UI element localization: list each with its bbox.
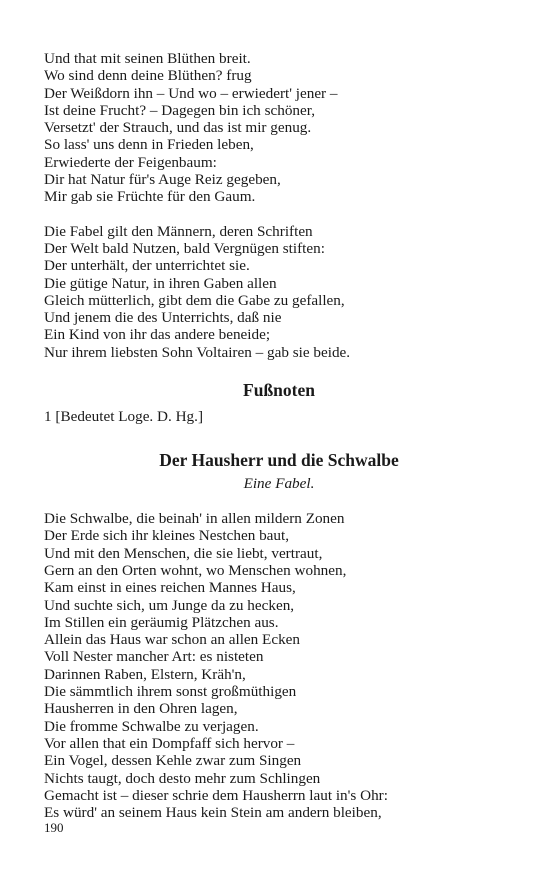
verse-line: Und that mit seinen Blüthen breit. bbox=[44, 50, 251, 67]
verse-line: Gemacht ist – dieser schrie dem Hausherrn laut in's Ohr: bbox=[44, 786, 388, 804]
page-content bbox=[44, 50, 514, 821]
verse-line: Wo sind denn deine Blüthen? frug bbox=[44, 67, 252, 85]
verse-line: Der unterhält, der unterrichtet sie. bbox=[44, 257, 250, 275]
verse-line: Der Erde sich ihr kleines Nestchen baut, bbox=[44, 527, 290, 545]
verse-line: Gleich mütterlich, gibt dem die Gabe zu gefallen, bbox=[44, 291, 345, 309]
verse-line: Die gütige Natur, in ihren Gaben allen bbox=[44, 274, 277, 292]
section-gap bbox=[44, 426, 514, 449]
verse-line: Im Stillen ein geräumig Plätzchen aus. bbox=[44, 613, 279, 631]
spacer bbox=[44, 401, 514, 408]
verse-line: Nur ihrem liebsten Sohn Voltairen – gab sie beide. bbox=[44, 343, 351, 361]
footnote-1: 1 [Bedeutet Loge. D. Hg.] bbox=[44, 408, 204, 426]
verse-line: Der Welt bald Nutzen, bald Vergnügen stiften: bbox=[44, 239, 325, 257]
page-number: 190 bbox=[44, 820, 64, 835]
verse-line: Die Fabel gilt den Männern, deren Schriften bbox=[44, 222, 313, 240]
verse-line: Der Weißdorn ihn – Und wo – erwiedert' jener – bbox=[44, 84, 338, 102]
verse-line: So lass' uns denn in Frieden leben, bbox=[44, 136, 254, 154]
verse-line: Es würd' an seinem Haus kein Stein am andern bleiben, bbox=[44, 804, 382, 822]
spacer bbox=[44, 493, 514, 510]
verse-line: Ist deine Frucht? – Dagegen bin ich schöner, bbox=[44, 101, 315, 119]
verse-line: Ein Kind von ihr das andere beneide; bbox=[44, 326, 271, 344]
verse-line: Ein Vogel, dessen Kehle zwar zum Singen bbox=[44, 752, 302, 770]
verse-line: Die sämmtlich ihrem sonst großmüthigen bbox=[44, 683, 297, 701]
verse-line: Hausherren in den Ohren lagen, bbox=[44, 700, 238, 718]
verse-line: Versetzt' der Strauch, und das ist mir genug. bbox=[44, 119, 312, 137]
poem-subtitle: Eine Fabel. bbox=[243, 475, 315, 493]
poem-body bbox=[44, 510, 514, 821]
stanza-gap bbox=[44, 206, 514, 223]
section-gap bbox=[44, 361, 514, 379]
verse-line: Mir gab sie Früchte für den Gaum. bbox=[44, 188, 256, 206]
stanza-1 bbox=[44, 50, 514, 206]
verse-line: Darinnen Raben, Elstern, Kräh'n, bbox=[44, 665, 246, 683]
footnotes-heading: Fußnoten bbox=[243, 380, 315, 401]
verse-line: Die Schwalbe, die beinah' in allen mildern Zonen bbox=[44, 510, 345, 528]
verse-line: Dir hat Natur für's Auge Reiz gegeben, bbox=[44, 171, 281, 189]
verse-line: Und mit den Menschen, die sie liebt, vertraut, bbox=[44, 544, 323, 562]
verse-line: Die fromme Schwalbe zu verjagen. bbox=[44, 717, 259, 735]
verse-line: Nichts taugt, doch desto mehr zum Schlingen bbox=[44, 769, 321, 787]
verse-line: Kam einst in eines reichen Mannes Haus, bbox=[44, 579, 296, 597]
verse-line: Und jenem die des Unterrichts, daß nie bbox=[44, 309, 282, 327]
verse-line: Vor allen that ein Dompfaff sich hervor – bbox=[44, 734, 295, 752]
poem-title: Der Hausherr und die Schwalbe bbox=[159, 450, 399, 471]
verse-line: Gern an den Orten wohnt, wo Menschen wohnen, bbox=[44, 561, 347, 579]
verse-line: Allein das Haus war schon an allen Ecken bbox=[44, 631, 300, 649]
verse-line: Voll Nester mancher Art: es nisteten bbox=[44, 648, 264, 666]
verse-line: Und suchte sich, um Junge da zu hecken, bbox=[44, 596, 295, 614]
stanza-2 bbox=[44, 223, 514, 361]
verse-line: Erwiederte der Feigenbaum: bbox=[44, 153, 217, 171]
